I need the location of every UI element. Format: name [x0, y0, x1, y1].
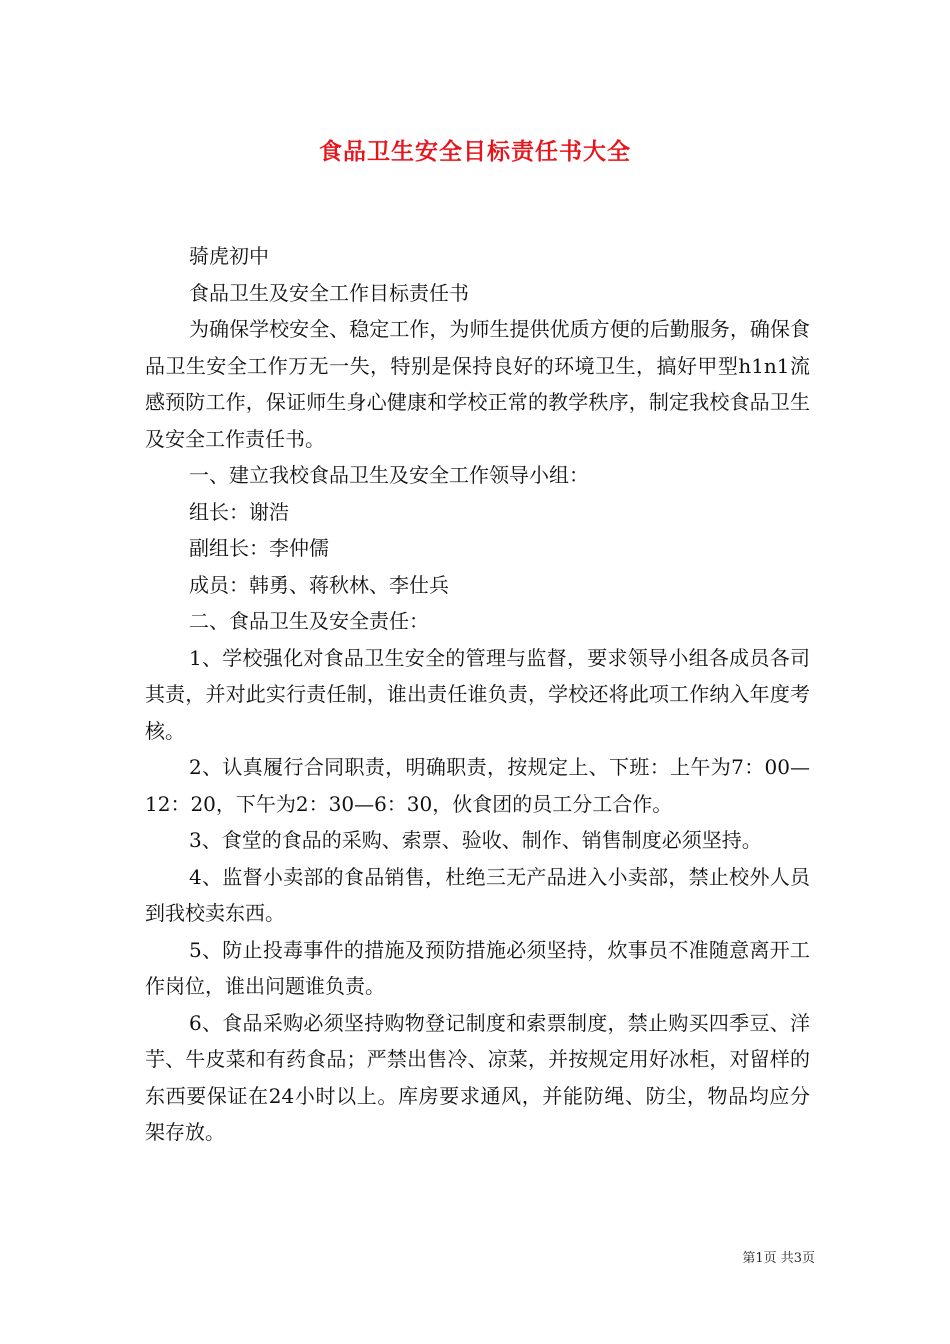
item-3: 3、食堂的食品的采购、索票、验收、制作、销售制度必须坚持。 [189, 828, 762, 852]
subtitle: 食品卫生及安全工作目标责任书 [189, 280, 469, 305]
leader-line: 组长：谢浩 [189, 499, 289, 524]
school-name: 骑虎初中 [189, 244, 269, 268]
page-number: 第1页 共3页 [742, 1251, 815, 1266]
section-heading-2: 二、食品卫生及安全责任： [189, 609, 429, 633]
document-title: 食品卫生安全目标责任书大全 [319, 138, 631, 165]
intro-paragraph: 为确保学校安全、稳定工作，为师生提供优质方便的后勤服务，确保食品卫生安全工作万无一失，特别是保持良好的环境卫生，搞好甲型h1n1流感预防工作，保证师生身心健康和学校正常的教学秩序，制定我校食品卫生及安全工作责任书。 [145, 317, 810, 451]
item-5: 5、防止投毒事件的措施及预防措施必须坚持，炊事员不准随意离开工作岗位，谁出问题谁负责。 [145, 937, 810, 998]
document-body [145, 238, 810, 1151]
item-4: 4、监督小卖部的食品销售，杜绝三无产品进入小卖部，禁止校外人员到我校卖东西。 [145, 864, 810, 925]
item-1: 1、学校强化对食品卫生安全的管理与监督，要求领导小组各成员各司其责，并对此实行责任制，谁出责任谁负责，学校还将此项工作纳入年度考核。 [145, 645, 810, 743]
section-heading-1: 一、建立我校食品卫生及安全工作领导小组： [189, 463, 589, 487]
item-2: 2、认真履行合同职责，明确职责，按规定上、下班：上午为7：00—12：20，下午为2：30—6：30，伙食团的员工分工合作。 [145, 755, 810, 816]
item-6: 6、食品采购必须坚持购物登记制度和索票制度，禁止购买四季豆、洋芋、牛皮菜和有药食品；严禁出售冷、凉菜，并按规定用好冰柜，对留样的东西要保证在24小时以上。库房要求通风，并能防绳、防尘，物品均应分架存放。 [145, 1010, 810, 1144]
deputy-leader-line: 副组长：李仲儒 [189, 536, 329, 560]
members-line: 成员：韩勇、蒋秋林、李仕兵 [189, 572, 449, 597]
